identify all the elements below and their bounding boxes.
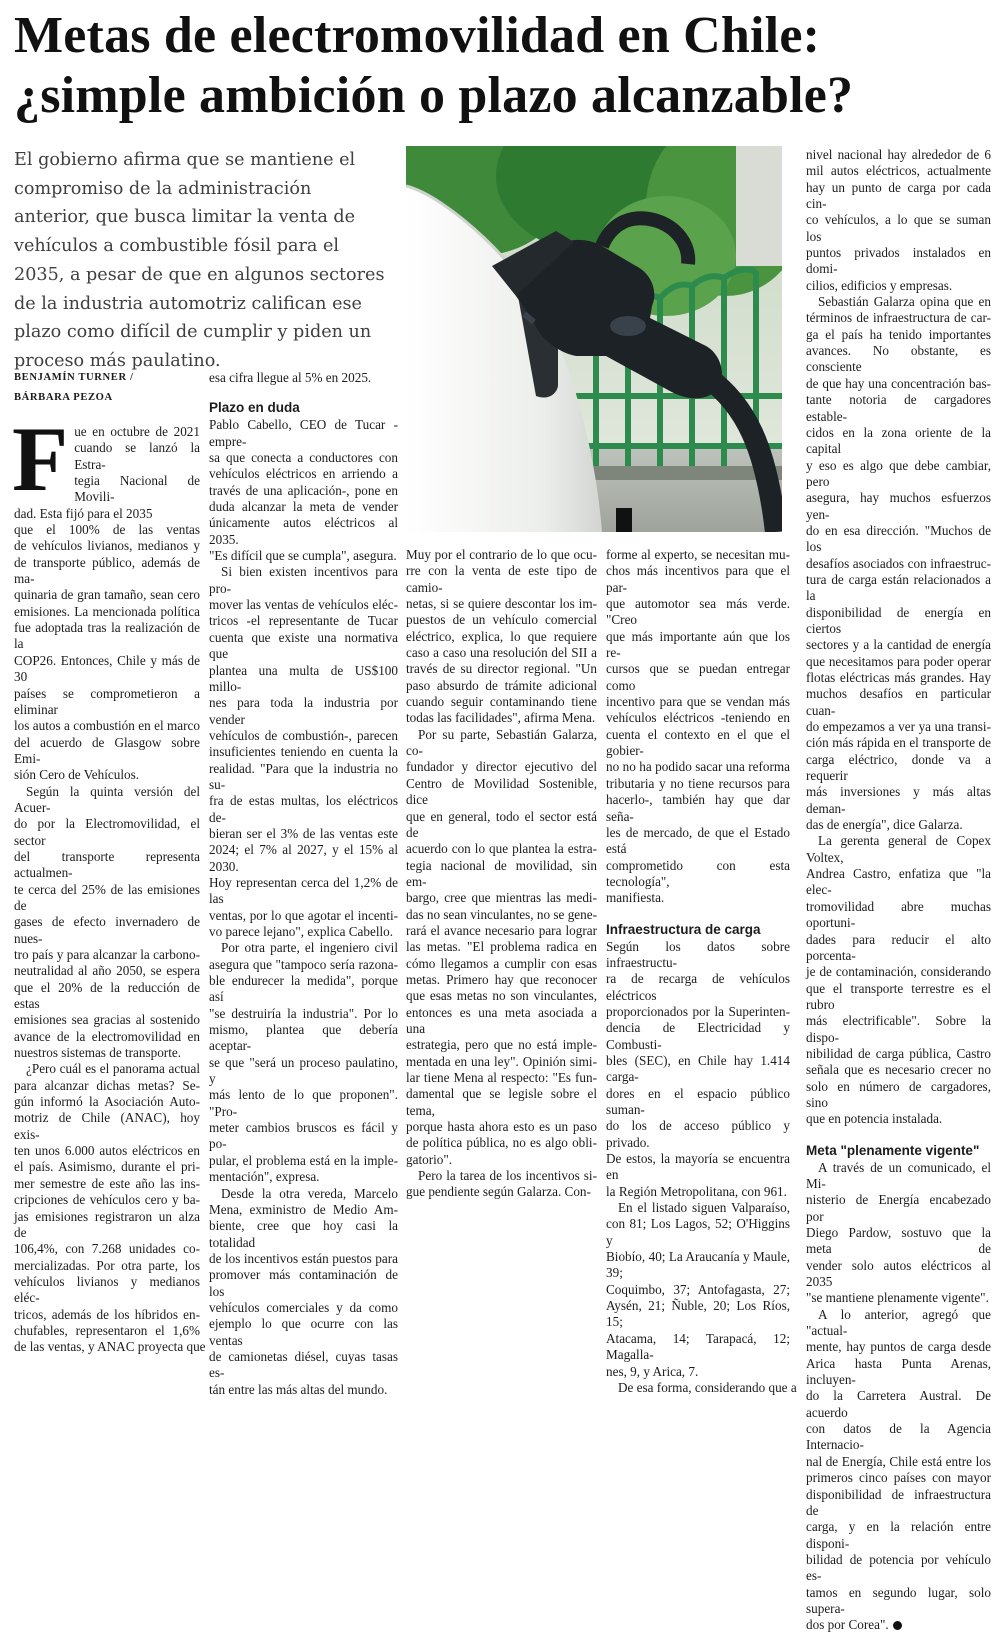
- text-line: tributaria y no tiene recursos para: [606, 775, 790, 791]
- text-line: que automotor sea más verde. "Creo: [606, 596, 790, 628]
- text-line: cuenta que existe una normativa que: [209, 629, 398, 662]
- text-line: pular, el problema está en la imple-: [209, 1152, 398, 1168]
- lead-paragraph: [14, 146, 399, 376]
- text-line: manifiesta.: [606, 890, 665, 906]
- text-line: para alcanzar dichas metas? Se-: [14, 1077, 200, 1093]
- text-line: acuerdo con lo que plantea la estra-: [406, 841, 597, 857]
- section-heading-infraestructura: Infraestructura de carga: [606, 921, 761, 937]
- article-column-1: [12, 368, 206, 1356]
- text-line: que más importante aún que los re-: [606, 628, 790, 661]
- text-line: vehículos comerciales y da como: [209, 1299, 398, 1315]
- col5-paragraph-5: [806, 1307, 991, 1634]
- byline-line-1: BENJAMÍN TURNER /: [14, 372, 134, 383]
- text-line: y eso es algo que debe cambiar, pero: [806, 457, 991, 489]
- section-heading-plazo: Plazo en duda: [209, 400, 300, 416]
- text-line: ga el país ha tenido importantes: [806, 326, 991, 342]
- text-line: sión Cero de Vehículos.: [14, 767, 140, 783]
- text-line: gases de efecto invernadero de nues-: [14, 914, 200, 946]
- text-line: comprometido con esta tecnología",: [606, 857, 790, 889]
- text-line: vehículos eléctricos en arriendo a: [209, 466, 398, 482]
- text-line: mil autos eléctricos, actualmente: [806, 163, 991, 179]
- text-line: cuando seguir contaminando tiene: [406, 694, 597, 710]
- text-line: Coquimbo, 37; Antofagasta, 27;: [606, 1281, 790, 1297]
- text-line: carga eléctrico, donde va a requerir: [806, 751, 991, 784]
- text-line: De esa forma, considerando que a: [618, 1379, 797, 1395]
- text-line: que en general, todo el sector está de: [406, 808, 597, 840]
- text-line: das de energía", dice Galarza.: [806, 817, 963, 833]
- text-line: dos por Corea".: [806, 1617, 991, 1633]
- text-line: netas, si se quiere descontar los im-: [406, 596, 597, 612]
- text-line: vehículos eléctricos -teniendo en: [606, 710, 790, 726]
- text-line: bilidad de potencia por vehículo es-: [806, 1551, 991, 1584]
- text-line: Diego Pardow, sostuvo que la meta de: [806, 1225, 991, 1257]
- text-line: incentivo para que se vendan más: [606, 694, 790, 710]
- lead-line: proceso más paulatino.: [14, 350, 221, 371]
- col4-paragraph-2: [606, 939, 790, 1201]
- text-line: chos más incentivos para que el par-: [606, 563, 790, 595]
- lead-line: compromiso de la administración: [14, 178, 312, 199]
- col2-paragraph-1: [209, 417, 398, 564]
- text-line: "Es difícil que se cumpla", asegura.: [209, 548, 397, 564]
- text-line: Según la quinta versión del Acuer-: [14, 783, 200, 815]
- text-line: metas. Primero hay que reconocer: [406, 971, 597, 987]
- text-line: nes para toda la industria por vender: [209, 695, 398, 727]
- text-line: que el 20% de la reducción de estas: [14, 979, 200, 1012]
- text-line: de vehículos livianos, medianos y: [14, 538, 200, 554]
- text-line: plantea una multa de US$100 millo-: [209, 662, 398, 694]
- lead-line: anterior, que busca limitar la venta de: [14, 207, 356, 228]
- text-line: Si bien existen incentivos para pro-: [209, 564, 398, 596]
- col5-paragraph-3: [806, 833, 991, 1127]
- text-line: vo parece lejano", explica Cabello.: [209, 924, 394, 939]
- text-line: cripciones de vehículos cero y ba-: [14, 1192, 200, 1208]
- text-line: tromovilidad abre muchas oportuni-: [806, 898, 991, 931]
- text-line: con datos de la Agencia Internacio-: [806, 1421, 991, 1453]
- col2-paragraph-2: [209, 564, 398, 940]
- text-line: todas las facilidades", afirma Mena.: [406, 710, 596, 726]
- text-line: emisiones sea gracias al sostenido: [14, 1012, 200, 1028]
- col1-paragraph-1: [14, 522, 200, 784]
- text-line: mentación", expresa.: [209, 1169, 320, 1185]
- text-line: bieran ser el 3% de las ventas este: [209, 825, 398, 841]
- text-line: je de contaminación, considerando: [806, 964, 991, 980]
- text-line: La gerenta general de Copex Voltex,: [806, 833, 991, 865]
- text-line: gue pendiente según Galarza. Con-: [406, 1184, 591, 1200]
- text-line: Hoy representan cerca del 1,2% de las: [209, 874, 398, 907]
- text-line: nal de Energía, Chile está entre los: [806, 1453, 991, 1469]
- text-line: De estos, la mayoría se encuentra en: [606, 1151, 790, 1183]
- text-line: Pero la tarea de los incentivos si-: [418, 1168, 597, 1184]
- text-line: hacerlo-, también hay que dar seña-: [606, 792, 790, 824]
- text-line: asegura que "tampoco sería razona-: [209, 956, 398, 972]
- text-line: hay un punto de carga por cada cin-: [806, 179, 991, 212]
- text-line: quinaria de gran tamaño, sean cero: [14, 587, 200, 603]
- text-line: disponibilidad de energía en ciertos: [806, 604, 991, 636]
- text-line: vehículos de combustión-, parecen: [209, 727, 398, 743]
- text-line: más inversiones y más altas deman-: [806, 784, 991, 816]
- text-line: do por la Electromovilidad, el sector: [14, 816, 200, 848]
- text-line: fundador y director ejecutivo del: [406, 759, 597, 775]
- text-line: Arica hasta Punta Arenas, incluyen-: [806, 1355, 991, 1388]
- text-line: chufables, representaron el 1,6%: [14, 1322, 200, 1338]
- text-line: no no ha podido sacar una reforma: [606, 759, 790, 775]
- text-line: nes, 9, y Arica, 7.: [606, 1363, 699, 1379]
- text-line: través de una aplicación-, pone en: [209, 482, 398, 498]
- text-line: carga, y en la relación entre disponi-: [806, 1519, 991, 1551]
- text-line: de las ventas, y ANAC proyecta que: [14, 1339, 206, 1355]
- text-line: mentada en una ley". Opinión simi-: [406, 1053, 597, 1069]
- section-heading-meta: Meta "plenamente vigente": [806, 1142, 980, 1158]
- text-line: A lo anterior, agregó que "actual-: [806, 1306, 991, 1339]
- text-line: duda alcanzar la meta de vender: [209, 499, 398, 515]
- text-line: bles (SEC), en Chile hay 1.414 carga-: [606, 1052, 790, 1085]
- lead-line: plazo como difícil de cumplir y piden un: [14, 322, 372, 343]
- text-line: neutralidad al año 2050, se espera: [14, 963, 200, 979]
- byline-line-2: BÁRBARA PEZOA: [14, 392, 113, 403]
- text-line: ejemplo lo que ocurre con las ventas: [209, 1316, 398, 1348]
- col5-paragraph-1: [806, 147, 991, 294]
- text-line: nuestros sistemas de transporte.: [14, 1045, 182, 1061]
- text-line: tricos -el representante de Tucar: [209, 613, 398, 629]
- text-line: do los de acceso público y privado.: [606, 1118, 790, 1150]
- text-line: desafíos asociados con infraestruc-: [806, 555, 991, 571]
- text-line: co vehículos, a lo que se suman los: [806, 212, 991, 244]
- text-line: solo en número de cargadores, sino: [806, 1078, 991, 1110]
- col5-paragraph-4: [806, 1160, 991, 1307]
- col2-paragraph-4: [209, 1186, 398, 1398]
- dropcap: F: [12, 408, 69, 510]
- byline: [14, 368, 200, 408]
- text-line: emisiones. La mencionada política: [14, 603, 200, 619]
- text-line: caso a caso una resolución del SII a: [406, 645, 597, 661]
- text-line: muchos desafíos en particular cuan-: [806, 686, 991, 718]
- text-line: do empezamos a ver ya una transi-: [806, 719, 991, 735]
- col3-paragraph-1: [406, 547, 597, 727]
- text-line: con 81; Los Lagos, 52; O'Higgins y: [606, 1216, 790, 1248]
- text-line: En el listado siguen Valparaíso,: [618, 1200, 790, 1216]
- text-line: te cerca del 25% de las emisiones de: [14, 881, 200, 913]
- text-line: dades para reducir el alto porcenta-: [806, 931, 991, 963]
- text-line: Atacama, 14; Tarapacá, 12; Magalla-: [606, 1330, 790, 1363]
- lead-line: vehículos a combustible fósil para el: [14, 236, 340, 257]
- text-line: cilios, edificios y empresas.: [806, 277, 953, 293]
- text-line: A través de un comunicado, el Mi-: [806, 1159, 991, 1191]
- text-line: tán entre las más altas del mundo.: [209, 1381, 388, 1397]
- text-line: el país. Asimismo, durante el pri-: [14, 1159, 200, 1175]
- text-line: sectores y a la cantidad de energía: [806, 637, 991, 653]
- lead-line: de la industria automotriz califican ese: [14, 293, 362, 314]
- text-line: mismo, plantea que debería aceptar-: [209, 1022, 398, 1054]
- col1-paragraph-3: [14, 1061, 206, 1355]
- text-line: gún informó la Asociación Auto-: [14, 1094, 200, 1110]
- text-line: "se mantiene plenamente vigente".: [806, 1290, 989, 1306]
- text-line: que el transporte terrestre es el rubro: [806, 980, 991, 1012]
- lead-line: 2035, a pesar de que en algunos sectores: [14, 264, 385, 285]
- text-line: fra de estas multas, los eléctricos de-: [209, 793, 398, 825]
- text-line: Centro de Movilidad Sostenible, dice: [406, 775, 597, 808]
- text-line: motriz de Chile (ANAC), hoy exis-: [14, 1110, 200, 1142]
- text-line: eléctrico, explica, lo que requiere: [406, 628, 597, 644]
- text-line: del transporte representa actualmen-: [14, 848, 200, 881]
- text-line: dencia de Electricidad y Combusti-: [606, 1020, 790, 1052]
- text-line: do en esa dirección. "Muchos de los: [806, 522, 991, 555]
- article-column-5: [806, 147, 991, 1634]
- text-line: cursos que se puedan entregar como: [606, 661, 790, 693]
- text-line: se que "será un proceso paulatino, y: [209, 1054, 398, 1087]
- text-line: mover las ventas de vehículos eléc-: [209, 597, 398, 613]
- col2-paragraph-3: [209, 940, 398, 1185]
- text-line: ten unos 6.000 autos eléctricos en: [14, 1143, 200, 1159]
- text-line: mente, hay puntos de carga desde: [806, 1339, 991, 1355]
- text-line: primeros cinco países con mayor: [806, 1470, 991, 1486]
- end-of-article-icon: [893, 1621, 902, 1630]
- text-line: Andrea Castro, enfatiza que "la elec-: [806, 866, 991, 898]
- text-line: puntos privados instalados en domi-: [806, 245, 991, 277]
- text-line: jas emisiones registraron un alza de: [14, 1208, 200, 1240]
- text-line: países se comprometieron a eliminar: [14, 685, 200, 717]
- text-line: Según los datos sobre infraestructu-: [606, 938, 790, 970]
- text-line: cuando se lanzó la Estra-: [74, 440, 200, 472]
- text-line: Por su parte, Sebastián Galarza, co-: [406, 726, 597, 759]
- text-line: tura de carga están relacionados a la: [806, 571, 991, 604]
- text-line: 106,4%, con 7.268 unidades co-: [14, 1241, 200, 1257]
- text-line: que esas metas no son vinculantes,: [406, 988, 597, 1004]
- text-line: únicamente autos eléctricos al 2035.: [209, 515, 398, 547]
- text-line: gatorio".: [406, 1151, 453, 1167]
- text-line: insuficientes teniendo en cuenta la: [209, 744, 398, 760]
- text-line: través de su director regional. "Un: [406, 661, 597, 677]
- text-line: estrategia, pero que no está imple-: [406, 1037, 597, 1053]
- text-line: nisterio de Energía encabezado por: [806, 1192, 991, 1224]
- text-line: cidos en la zona oriente de la capital: [806, 424, 991, 457]
- text-line: señala que es necesario crecer no: [806, 1062, 991, 1078]
- text-line: tegia nacional de movilidad, sin em-: [406, 857, 597, 889]
- text-line: Por otra parte, el ingeniero civil: [221, 940, 398, 956]
- text-line: del acuerdo de Glasgow sobre Emi-: [14, 734, 200, 766]
- text-line: proporcionados por la Superinten-: [606, 1003, 790, 1019]
- text-line: lar tiene Mena al respecto: "Es fun-: [406, 1070, 597, 1085]
- text-line: las metas. "El problema radica en: [406, 939, 597, 955]
- text-line: tro país y para alcanzar la carbono-: [14, 947, 200, 962]
- text-line: que necesitamos para poder operar: [806, 653, 991, 669]
- text-line: rará el avance necesario para lograr: [406, 922, 597, 938]
- headline-line-2: ¿simple ambición o plazo alcanzable?: [14, 67, 854, 124]
- article-column-3: [406, 547, 597, 1201]
- text-line: entonces es una meta asociada a una: [406, 1004, 597, 1036]
- text-line: avance de la electromovilidad en: [14, 1028, 200, 1044]
- text-line: Mena, exministro de Medio Am-: [209, 1201, 398, 1217]
- text-line: los autos a combustión en el marco: [14, 718, 200, 734]
- dropcap-block: [12, 408, 200, 522]
- text-line: porque hasta ahora esto es un paso: [406, 1119, 597, 1135]
- text-line: ue en octubre de 2021: [74, 424, 200, 439]
- article-column-2: [209, 370, 398, 1398]
- text-line: les de mercado, de que el Estado está: [606, 824, 790, 857]
- text-line: nivel nacional hay alrededor de 6: [806, 147, 991, 162]
- text-line: do la Carretera Austral. De acuerdo: [806, 1388, 991, 1420]
- text-line: "se destruiría la industria". Por lo: [209, 1005, 398, 1021]
- text-line: Pablo Cabello, CEO de Tucar -empre-: [209, 417, 398, 449]
- text-line: de camionetas diésel, cuyas tasas es-: [209, 1348, 398, 1381]
- text-line: meter cambios bruscos es fácil y po-: [209, 1120, 398, 1152]
- col4-paragraph-1: [606, 547, 790, 907]
- text-line: la Región Metropolitana, con 961.: [606, 1183, 787, 1199]
- article-column-4: [606, 547, 797, 1396]
- text-line: mercializadas. Por otra parte, los: [14, 1257, 200, 1273]
- text-line: mer semestre de este año las ins-: [14, 1175, 200, 1191]
- text-line: de que hay una concentración bas-: [806, 375, 991, 391]
- text-line: asegura, hay muchos esfuerzos yen-: [806, 490, 991, 522]
- text-line: ¿Pero cuál es el panorama actual: [26, 1061, 200, 1077]
- text-line: bargo, cree que mientras las medi-: [406, 890, 597, 906]
- text-line: biente, cree que hoy casi la totalidad: [209, 1218, 398, 1250]
- text-line: que en potencia instalada.: [806, 1111, 943, 1127]
- text-line: sa que conecta a conductores con: [209, 450, 398, 466]
- text-line: ble endurecer la medida", porque así: [209, 973, 398, 1005]
- text-line: ción más rápida en el transporte de: [806, 735, 991, 751]
- text-line: nibilidad de carga pública, Castro: [806, 1045, 991, 1061]
- text-line: vehículos livianos y medianos eléc-: [14, 1273, 200, 1306]
- text-line: más lento de lo que proponen". "Pro-: [209, 1087, 398, 1119]
- headline: [14, 6, 989, 126]
- text-line: tegia Nacional de Movili-: [74, 473, 200, 505]
- text-line: vender solo autos eléctricos al 2035: [806, 1257, 991, 1290]
- col4-paragraph-4: [606, 1379, 797, 1396]
- text-line: de los incentivos están puestos para: [209, 1250, 398, 1266]
- text-line: términos de infraestructura de car-: [806, 310, 991, 326]
- text-line: 2024; el 7% al 2027, y el 15% al 2030.: [209, 842, 398, 874]
- text-line: tamos en segundo lugar, solo supera-: [806, 1584, 991, 1616]
- text-line: avances. No obstante, es consciente: [806, 343, 991, 375]
- text-line: cuenta el contexto en el que el gobier-: [606, 726, 790, 759]
- headline-line-1: Metas de electromovilidad en Chile:: [14, 7, 821, 64]
- text-line: paso absurdo de trámite adicional: [406, 677, 597, 693]
- text-line: Desde la otra vereda, Marcelo: [221, 1185, 398, 1201]
- text-line: Biobío, 40; La Araucanía y Maule, 39;: [606, 1249, 790, 1281]
- ev-charging-photo: [406, 146, 782, 532]
- text-line: tante notoria de cargadores estable-: [806, 392, 991, 424]
- text-line: de transporte público, además de ma-: [14, 554, 200, 587]
- text-line: fue adoptada tras la realización de la: [14, 620, 200, 652]
- text-line: Sebastián Galarza opina que en: [818, 294, 991, 310]
- text-line: damental que se legisle sobre el tema,: [406, 1086, 597, 1118]
- text-line: que el 100% de las ventas: [14, 522, 200, 538]
- text-line: realidad. "Para que la industria no su-: [209, 760, 398, 792]
- text-line: flotas eléctricas más grandes. Hay: [806, 670, 991, 685]
- text-line: COP26. Entonces, Chile y más de 30: [14, 652, 200, 685]
- text-line: cómo llegamos a cumplir con esas: [406, 955, 597, 971]
- lead-line: El gobierno afirma que se mantiene el: [14, 150, 356, 170]
- col3-paragraph-2: [406, 727, 597, 1168]
- text-line: de política pública, no es algo obli-: [406, 1135, 597, 1151]
- col1-paragraph-2: [14, 784, 200, 1062]
- text-line: puestos de un vehículo comercial: [406, 612, 597, 628]
- text-line: dores en el espacio público suman-: [606, 1085, 790, 1117]
- text-line: promover más contaminación de los: [209, 1267, 398, 1299]
- text-line: disponibilidad de infraestructura de: [806, 1486, 991, 1518]
- text-line: Aysén, 21; Ñuble, 20; Los Ríos, 15;: [606, 1298, 790, 1330]
- col4-paragraph-3: [606, 1200, 790, 1380]
- col5-paragraph-2: [806, 294, 991, 833]
- text-line: forme al experto, se necesitan mu-: [606, 547, 790, 562]
- text-line: tricos, además de los híbridos en-: [14, 1306, 200, 1322]
- col2-top-line: esa cifra llegue al 5% en 2025.: [209, 370, 372, 385]
- text-line: Muy por el contrario de lo que ocu-: [406, 547, 597, 562]
- text-line: rre con la venta de este tipo de camio-: [406, 563, 597, 595]
- text-line: más electrificable". Sobre la dispo-: [806, 1013, 991, 1045]
- text-line: das no sean vinculantes, no se gene-: [406, 906, 597, 922]
- text-line: dad. Esta fijó para el 2035: [14, 505, 153, 521]
- text-line: ventas, por lo que agotar el incenti-: [209, 907, 398, 923]
- text-line: ra de recarga de vehículos eléctricos: [606, 971, 790, 1003]
- col3-paragraph-3: [406, 1168, 597, 1201]
